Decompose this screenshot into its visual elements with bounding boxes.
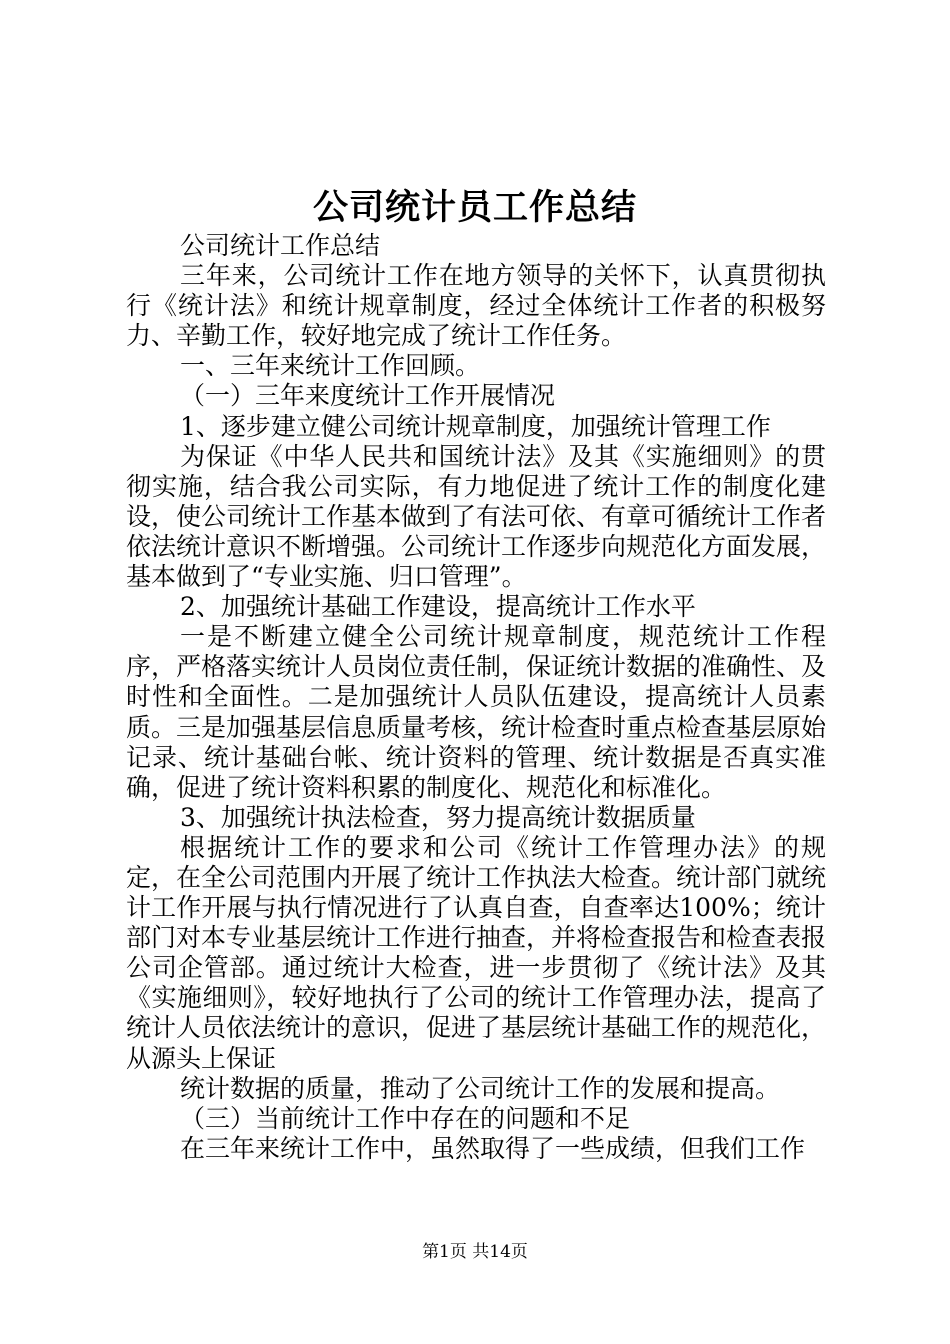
heading-item-2: 2、加强统计基础工作建设，提高统计工作水平 (180, 592, 696, 622)
heading-item-1: 1、逐步建立健公司统计规章制度，加强统计管理工作 (180, 411, 771, 441)
paragraph-subtitle: 公司统计工作总结 (180, 231, 381, 260)
paragraph-item-2: 一是不断建立健全公司统计规章制度，规范统计工作程序，严格落实统计人员岗位责任制，保证统计数据的准确性、及时性和全面性。二是加强统计人员队伍建设，提高统计人员素质。三是加强基层信息质量考核，统计检查时重点检查基层原始记录、统计基础台帐、统计资料的管理、统计数据是否真实准确，促进了统计资料积累的制度化、规范化和标准化。 (126, 622, 827, 802)
paragraph-item-3-continued: 统计数据的质量，推动了公司统计工作的发展和提高。 (180, 1073, 781, 1103)
document-title: 公司统计员工作总结 (312, 187, 637, 228)
paragraph-item-3: 根据统计工作的要求和公司《统计工作管理办法》的规定，在全公司范围内开展了统计工作执法大检查。统计部门就统计工作开展与执行情况进行了认真自查，自查率达100%；统计部门对本专业基层统计工作进行抽查，并将检查报告和检查表报公司企管部。通过统计大检查，进一步贯彻了《统计法》及其《实施细则》，较好地执行了公司的统计工作管理办法，提高了统计人员依法统计的意识，促进了基层统计基础工作的规范化，从源头上保证 (126, 832, 827, 1073)
document-body (126, 231, 826, 1164)
paragraph-problems: 在三年来统计工作中，虽然取得了一些成绩，但我们工作 (180, 1133, 806, 1163)
heading-item-3: 3、加强统计执法检查，努力提高统计数据质量 (180, 802, 696, 832)
heading-section-1: 一、三年来统计工作回顾。 (180, 351, 481, 381)
paragraph-item-1: 为保证《中华人民共和国统计法》及其《实施细则》的贯彻实施，结合我公司实际，有力地促进了统计工作的制度化建设，使公司统计工作基本做到了有法可依、有章可循统计工作者依法统计意识不断增强。公司统计工作逐步向规范化方面发展，基本做到了“专业实施、归口管理”。 (126, 441, 827, 592)
page-number-footer: 第1页 共14页 (422, 1242, 528, 1262)
heading-subsection-3: （三）当前统计工作中存在的问题和不足 (180, 1103, 631, 1133)
heading-subsection-1: （一）三年来度统计工作开展情况 (180, 381, 556, 411)
paragraph-intro: 三年来，公司统计工作在地方领导的关怀下，认真贯彻执行《统计法》和统计规章制度，经过全体统计工作者的积极努力、辛勤工作，较好地完成了统计工作任务。 (126, 261, 826, 351)
